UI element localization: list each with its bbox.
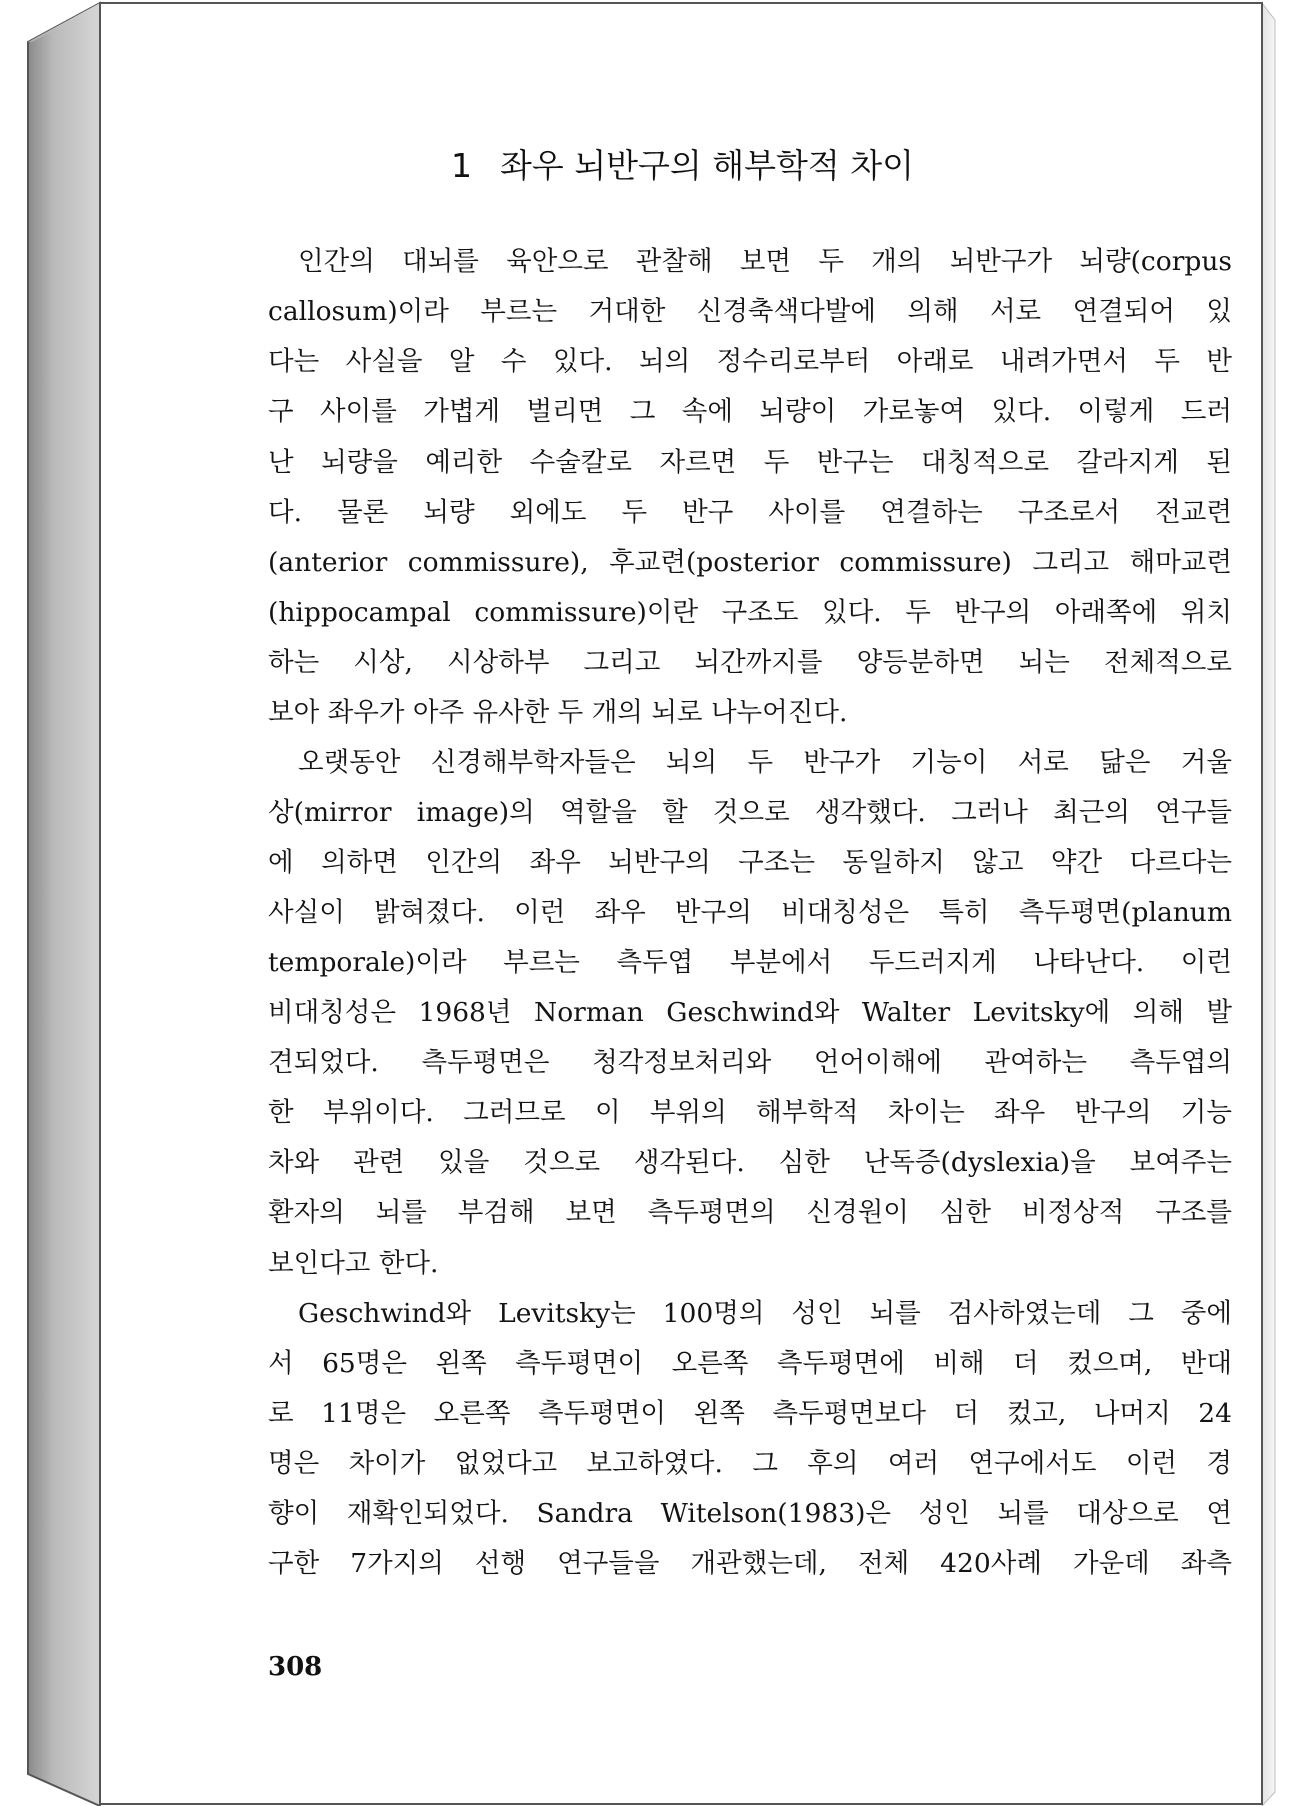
text-line: 구한 7가지의 선행 연구들을 개관했는데, 전체 420사례 가운데 좌측 (268, 1548, 1232, 1579)
text-line: 보인다고 한다. (268, 1248, 439, 1279)
book-spine (28, 3, 100, 1806)
text-line: 향이 재확인되었다. Sandra Witelson(1983)은 성인 뇌를 대상으로 연 (268, 1498, 1232, 1529)
text-line: 보아 좌우가 아주 유사한 두 개의 뇌로 나누어진다. (268, 697, 848, 728)
text-line: Geschwind와 Levitsky는 100명의 성인 뇌를 검사하였는데 그 중에 (298, 1298, 1232, 1329)
text-line: 한 부위이다. 그러므로 이 부위의 해부학적 차이는 좌우 반구의 기능 (268, 1097, 1232, 1128)
text-line: 오랫동안 신경해부학자들은 뇌의 두 반구가 기능이 서로 닮은 거울 (298, 747, 1232, 778)
text-line: 로 11명은 오른쪽 측두평면이 왼쪽 측두평면보다 더 컸고, 나머지 24 (268, 1398, 1232, 1429)
text-line: 환자의 뇌를 부검해 보면 측두평면의 신경원이 심한 비정상적 구조를 (268, 1197, 1232, 1228)
section-number: 1 (450, 146, 472, 185)
section-heading (100, 140, 1265, 187)
text-line: 명은 차이가 없었다고 보고하였다. 그 후의 여러 연구에서도 이런 경 (268, 1448, 1232, 1479)
page-number: 308 (268, 1652, 323, 1682)
text-line: 비대칭성은 1968년 Norman Geschwind와 Walter Levitsky에 의해 발 (268, 997, 1232, 1028)
text-line: temporale)이라 부르는 측두엽 부분에서 두드러지게 나타난다. 이런 (268, 947, 1232, 978)
text-line: 구 사이를 가볍게 벌리면 그 속에 뇌량이 가로놓여 있다. 이렇게 드러 (268, 396, 1232, 427)
book-page (100, 0, 1265, 1806)
text-line: 하는 시상, 시상하부 그리고 뇌간까지를 양등분하면 뇌는 전체적으로 (268, 647, 1232, 678)
text-line: 서 65명은 왼쪽 측두평면이 오른쪽 측두평면에 비해 더 컸으며, 반대 (268, 1348, 1232, 1379)
text-line: 상(mirror image)의 역할을 할 것으로 생각했다. 그러나 최근의 연구들 (268, 797, 1232, 828)
text-line: callosum)이라 부르는 거대한 신경축색다발에 의해 서로 연결되어 있 (268, 296, 1232, 327)
text-line: 다. 물론 뇌량 외에도 두 반구 사이를 연결하는 구조로서 전교련 (268, 497, 1232, 528)
text-line: 사실이 밝혀졌다. 이런 좌우 반구의 비대칭성은 특히 측두평면(planum (268, 897, 1232, 928)
text-line: 견되었다. 측두평면은 청각정보처리와 언어이해에 관여하는 측두엽의 (268, 1047, 1232, 1078)
section-title: 좌우 뇌반구의 해부학적 차이 (499, 146, 914, 185)
text-line: (hippocampal commissure)이란 구조도 있다. 두 반구의 아래쪽에 위치 (268, 597, 1232, 628)
text-line: 난 뇌량을 예리한 수술칼로 자르면 두 반구는 대칭적으로 갈라지게 된 (268, 447, 1232, 478)
text-line: 다는 사실을 알 수 있다. 뇌의 정수리로부터 아래로 내려가면서 두 반 (268, 346, 1232, 377)
text-line: 차와 관련 있을 것으로 생각된다. 심한 난독증(dyslexia)을 보여주는 (268, 1147, 1232, 1178)
text-line: (anterior commissure), 후교련(posterior commissure) 그리고 해마교련 (268, 547, 1232, 578)
text-line: 에 의하면 인간의 좌우 뇌반구의 구조는 동일하지 않고 약간 다르다는 (268, 847, 1232, 878)
text-line: 인간의 대뇌를 육안으로 관찰해 보면 두 개의 뇌반구가 뇌량(corpus (298, 246, 1232, 277)
